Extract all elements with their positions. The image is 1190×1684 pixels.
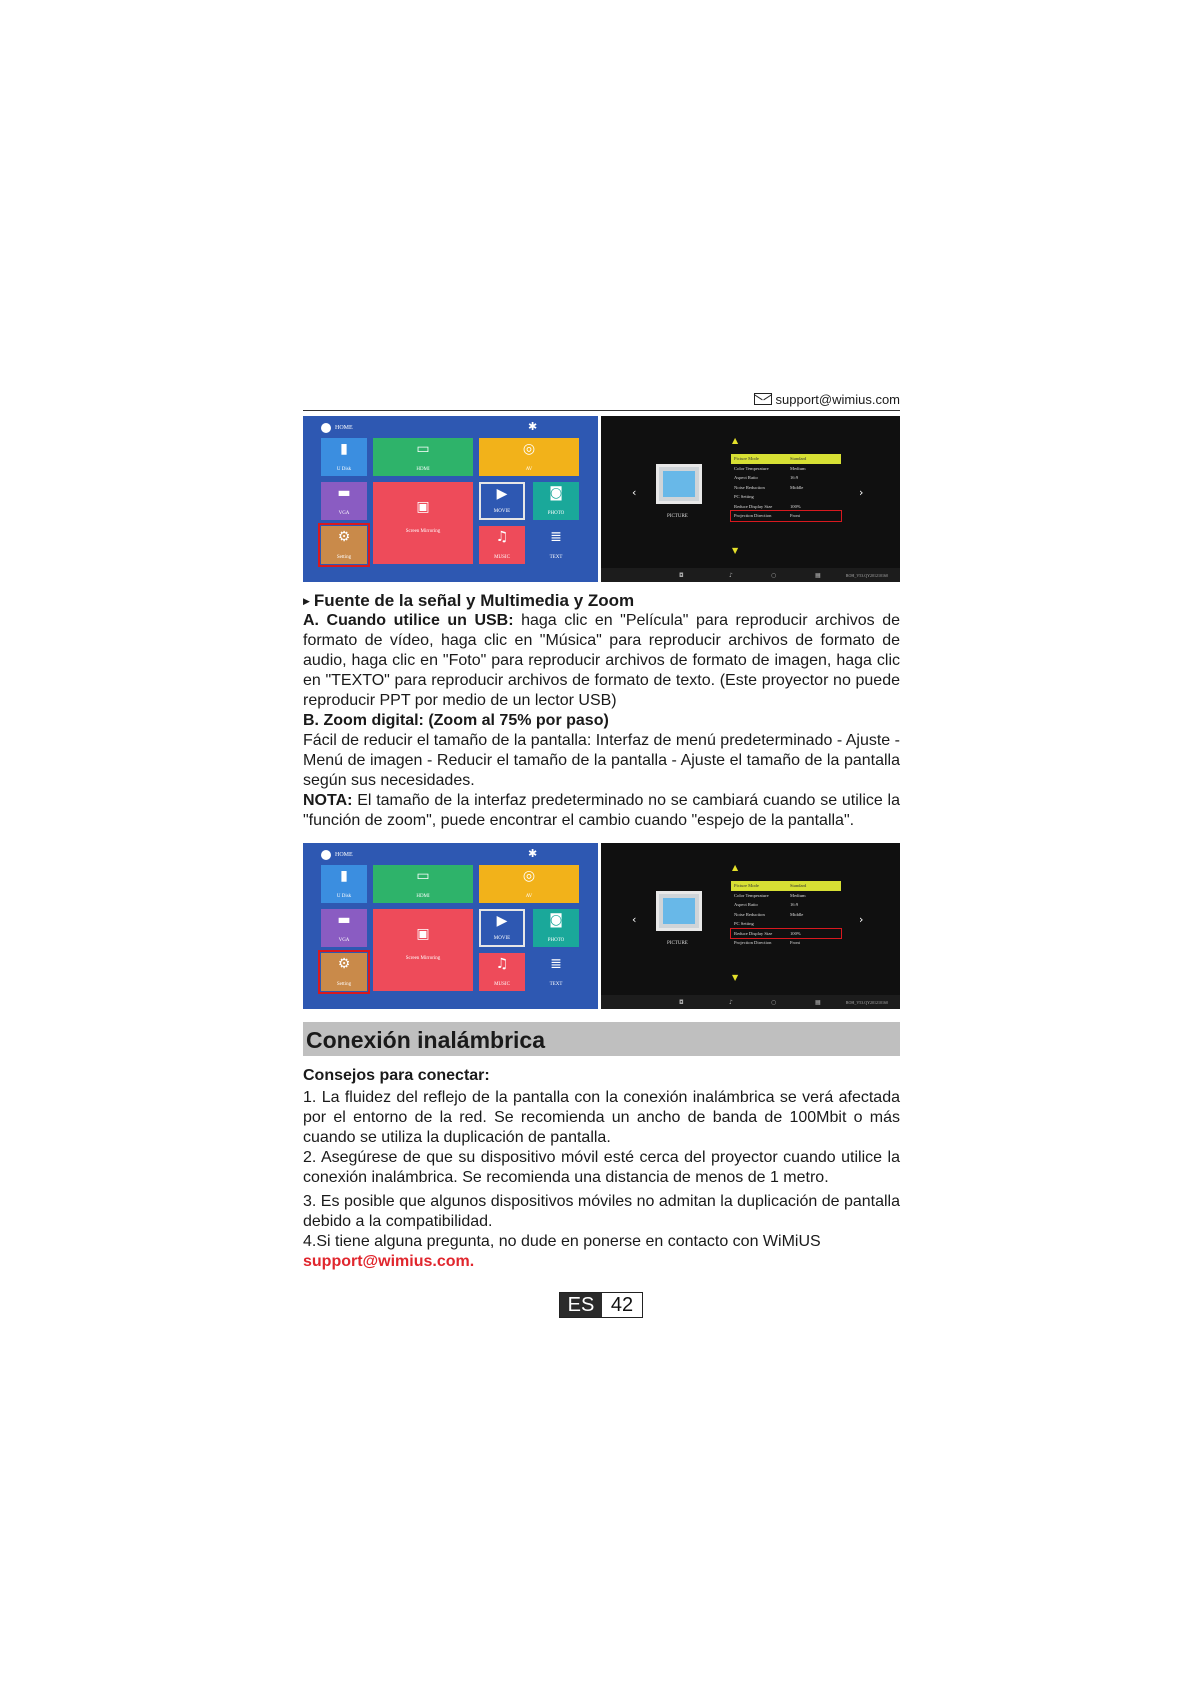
menu-row[interactable]: Picture Mode Standard — [731, 881, 841, 891]
music-footer-icon: ♪ — [729, 571, 733, 579]
header-email-text: support@wimius.com — [775, 391, 900, 407]
tip-1: 1. La fluidez del reflejo de la pantalla con la conexión inalámbrica se verá afectada por el entorno de la red. Se recomienda un ancho de banda de 100Mbit o más cuando se utiliza la duplicación de pantalla. — [303, 1089, 900, 1146]
tile-screen-mirroring[interactable]: ▣ Screen Mirroring — [373, 482, 473, 564]
bluetooth-icon: ✱ — [528, 848, 538, 860]
bullet-icon: ▶ — [303, 595, 310, 606]
home-icon — [321, 423, 331, 433]
section2-body — [303, 1066, 900, 1272]
movie-icon: ▶ — [496, 913, 508, 930]
menu-row[interactable]: Color Temperature Medium — [734, 465, 806, 471]
menu-footer — [601, 568, 900, 582]
paragraph-zoom: Fácil de reducir el tamaño de la pantalla: Interfaz de menú predeterminado - Ajuste - Menú de imagen - Reducir el tamaño de la pantalla - Ajuste el tamaño de la pantalla según sus necesidades. — [303, 732, 900, 789]
music-icon: ♫ — [495, 956, 509, 973]
text-icon: ≣ — [550, 529, 562, 546]
menu-rows — [731, 454, 841, 521]
menu-row[interactable]: Noise Reduction Middle — [734, 911, 804, 917]
menu-row[interactable]: Aspect Ratio 16:9 — [734, 475, 799, 481]
hdmi-icon: ▭ — [416, 868, 430, 885]
tile-screen-mirroring[interactable]: ▣ Screen Mirroring — [373, 909, 473, 991]
section1-body — [303, 611, 900, 831]
tile-photo[interactable]: ◙ PHOTO — [533, 909, 579, 947]
left-arrow-icon[interactable]: ‹ — [632, 913, 637, 926]
picture-menu-2 — [601, 843, 900, 1009]
right-arrow-icon[interactable]: › — [859, 913, 864, 926]
camera-icon: ◙ — [549, 912, 563, 929]
paragraph-usb: A. Cuando utilice un USB: haga clic en "Película" para reproducir archivos de formato de vídeo, haga clic en "Música" para reproducir archivos de formato de audio, haga clic en "Foto" para reproducir archivos de formato de imagen, haga clic en "TEXTO" para reproducir archivos de formato de texto. (Este proyector no puede reproducir PPT por medio de un lector USB) — [303, 612, 901, 709]
grid-icon: ▦ — [815, 998, 821, 1006]
camera-icon: ◙ — [549, 485, 563, 502]
menu-row[interactable]: PC Setting — [734, 494, 754, 500]
menu-row[interactable]: Projection Direction Front — [734, 940, 800, 946]
tv-icon — [656, 464, 702, 504]
menu-footer — [601, 995, 900, 1009]
left-arrow-icon[interactable]: ‹ — [632, 486, 637, 499]
picture-label: PICTURE — [667, 514, 688, 519]
up-arrow-icon: ▲ — [732, 863, 739, 872]
section-title-wireless: Conexión inalámbrica — [306, 1027, 546, 1053]
tile-vga[interactable]: ▬ VGA — [321, 482, 367, 520]
text-icon: ≣ — [550, 956, 562, 973]
down-arrow-icon: ▼ — [732, 973, 739, 982]
page-number: 42 — [602, 1293, 642, 1317]
tile-u-disk[interactable]: ▮ U Disk — [321, 865, 367, 903]
firmware-version: ROH_V53.QY201210160 — [845, 572, 888, 578]
tile-movie[interactable]: ▶ MOVIE — [479, 482, 525, 520]
menu-row-projection-direction[interactable]: Projection Direction Front — [731, 511, 841, 521]
header-rule — [303, 410, 900, 411]
picture-label: PICTURE — [667, 941, 688, 946]
vga-icon: ▬ — [337, 485, 351, 502]
up-arrow-icon: ▲ — [732, 436, 739, 445]
source-icon: ◘ — [679, 571, 684, 579]
tile-photo[interactable]: ◙ PHOTO — [533, 482, 579, 520]
tile-setting[interactable]: ⚙ Setting — [321, 526, 367, 564]
contact-email-link[interactable]: support@wimius.com. — [303, 1253, 475, 1270]
screen-mirroring-icon: ▣ — [416, 498, 430, 515]
page-number-badge — [559, 1292, 643, 1318]
menu-row[interactable]: Color Temperature Medium — [734, 892, 806, 898]
usb-icon: ▮ — [340, 441, 348, 458]
tile-music[interactable]: ♫ MUSIC — [479, 526, 525, 564]
music-icon: ♫ — [495, 529, 509, 546]
menu-row[interactable]: Aspect Ratio 16:9 — [734, 902, 799, 908]
tip-3: 3. Es posible que algunos dispositivos móviles no admitan la duplicación de pantalla debido a la compatibilidad. — [303, 1193, 900, 1230]
tv-icon — [656, 891, 702, 931]
tips-title: Consejos para conectar: — [303, 1067, 490, 1084]
usb-icon: ▮ — [340, 868, 348, 885]
tile-music[interactable]: ♫ MUSIC — [479, 953, 525, 991]
movie-icon: ▶ — [496, 486, 508, 503]
firmware-version: ROH_V53.QY201210160 — [845, 999, 888, 1005]
bluetooth-icon: ✱ — [528, 421, 538, 433]
section-band-wireless — [303, 1022, 900, 1056]
menu-row[interactable]: Noise Reduction Middle — [734, 484, 804, 490]
tile-hdmi[interactable]: ▭ HDMI — [373, 438, 473, 476]
menu-rows — [731, 881, 841, 948]
picture-menu-1 — [601, 416, 900, 582]
av-icon: ◎ — [522, 868, 536, 885]
home-icon — [321, 850, 331, 860]
tile-u-disk[interactable]: ▮ U Disk — [321, 438, 367, 476]
paragraph-zoom-title: B. Zoom digital: (Zoom al 75% por paso) — [303, 712, 609, 729]
source-icon: ◘ — [679, 998, 684, 1006]
home-header: HOME — [321, 423, 353, 433]
vga-icon: ▬ — [337, 912, 351, 929]
tile-hdmi[interactable]: ▭ HDMI — [373, 865, 473, 903]
tile-vga[interactable]: ▬ VGA — [321, 909, 367, 947]
menu-row-reduce-display-size[interactable]: Reduce Display Size 100% — [731, 929, 841, 939]
tile-setting[interactable]: ⚙ Setting — [321, 953, 367, 991]
right-arrow-icon[interactable]: › — [859, 486, 864, 499]
av-icon: ◎ — [522, 441, 536, 458]
clock-icon: ○ — [771, 998, 777, 1006]
tile-av[interactable]: ◎ AV — [479, 438, 579, 476]
hdmi-icon: ▭ — [416, 441, 430, 458]
down-arrow-icon: ▼ — [732, 546, 739, 555]
screen-mirroring-icon: ▣ — [416, 925, 430, 942]
gear-icon: ⚙ — [337, 529, 351, 546]
home-header: HOME — [321, 850, 353, 860]
grid-icon: ▦ — [815, 571, 821, 579]
tip-2: 2. Asegúrese de que su dispositivo móvil esté cerca del proyector cuando utilice la conexión inalámbrica. Se recomienda una distancia de menos de 1 metro. — [303, 1149, 900, 1186]
menu-row[interactable]: Picture Mode Standard — [731, 454, 841, 464]
tile-text[interactable]: ≣ TEXT — [533, 526, 579, 564]
envelope-icon — [754, 393, 772, 405]
tile-av[interactable]: ◎ AV — [479, 865, 579, 903]
home-screen-2 — [303, 843, 598, 1009]
language-code: ES — [560, 1293, 602, 1317]
tile-text[interactable]: ≣ TEXT — [533, 953, 579, 991]
gear-icon: ⚙ — [337, 956, 351, 973]
home-screen-1 — [303, 416, 598, 582]
section-title-signal: ▶ Fuente de la señal y Multimedia y Zoom — [303, 591, 635, 610]
menu-row[interactable]: PC Setting — [734, 921, 754, 927]
tile-movie[interactable]: ▶ MOVIE — [479, 909, 525, 947]
clock-icon: ○ — [771, 571, 777, 579]
header-email — [740, 390, 900, 408]
paragraph-note: NOTA: El tamaño de la interfaz predeterminado no se cambiará cuando se utilice la "función de zoom", puede encontrar el cambio cuando "espejo de la pantalla". — [303, 792, 900, 829]
menu-row[interactable]: Reduce Display Size 100% — [734, 503, 801, 509]
music-footer-icon: ♪ — [729, 998, 733, 1006]
tip-4: 4.Si tiene alguna pregunta, no dude en ponerse en contacto con WiMiUS — [303, 1233, 821, 1250]
